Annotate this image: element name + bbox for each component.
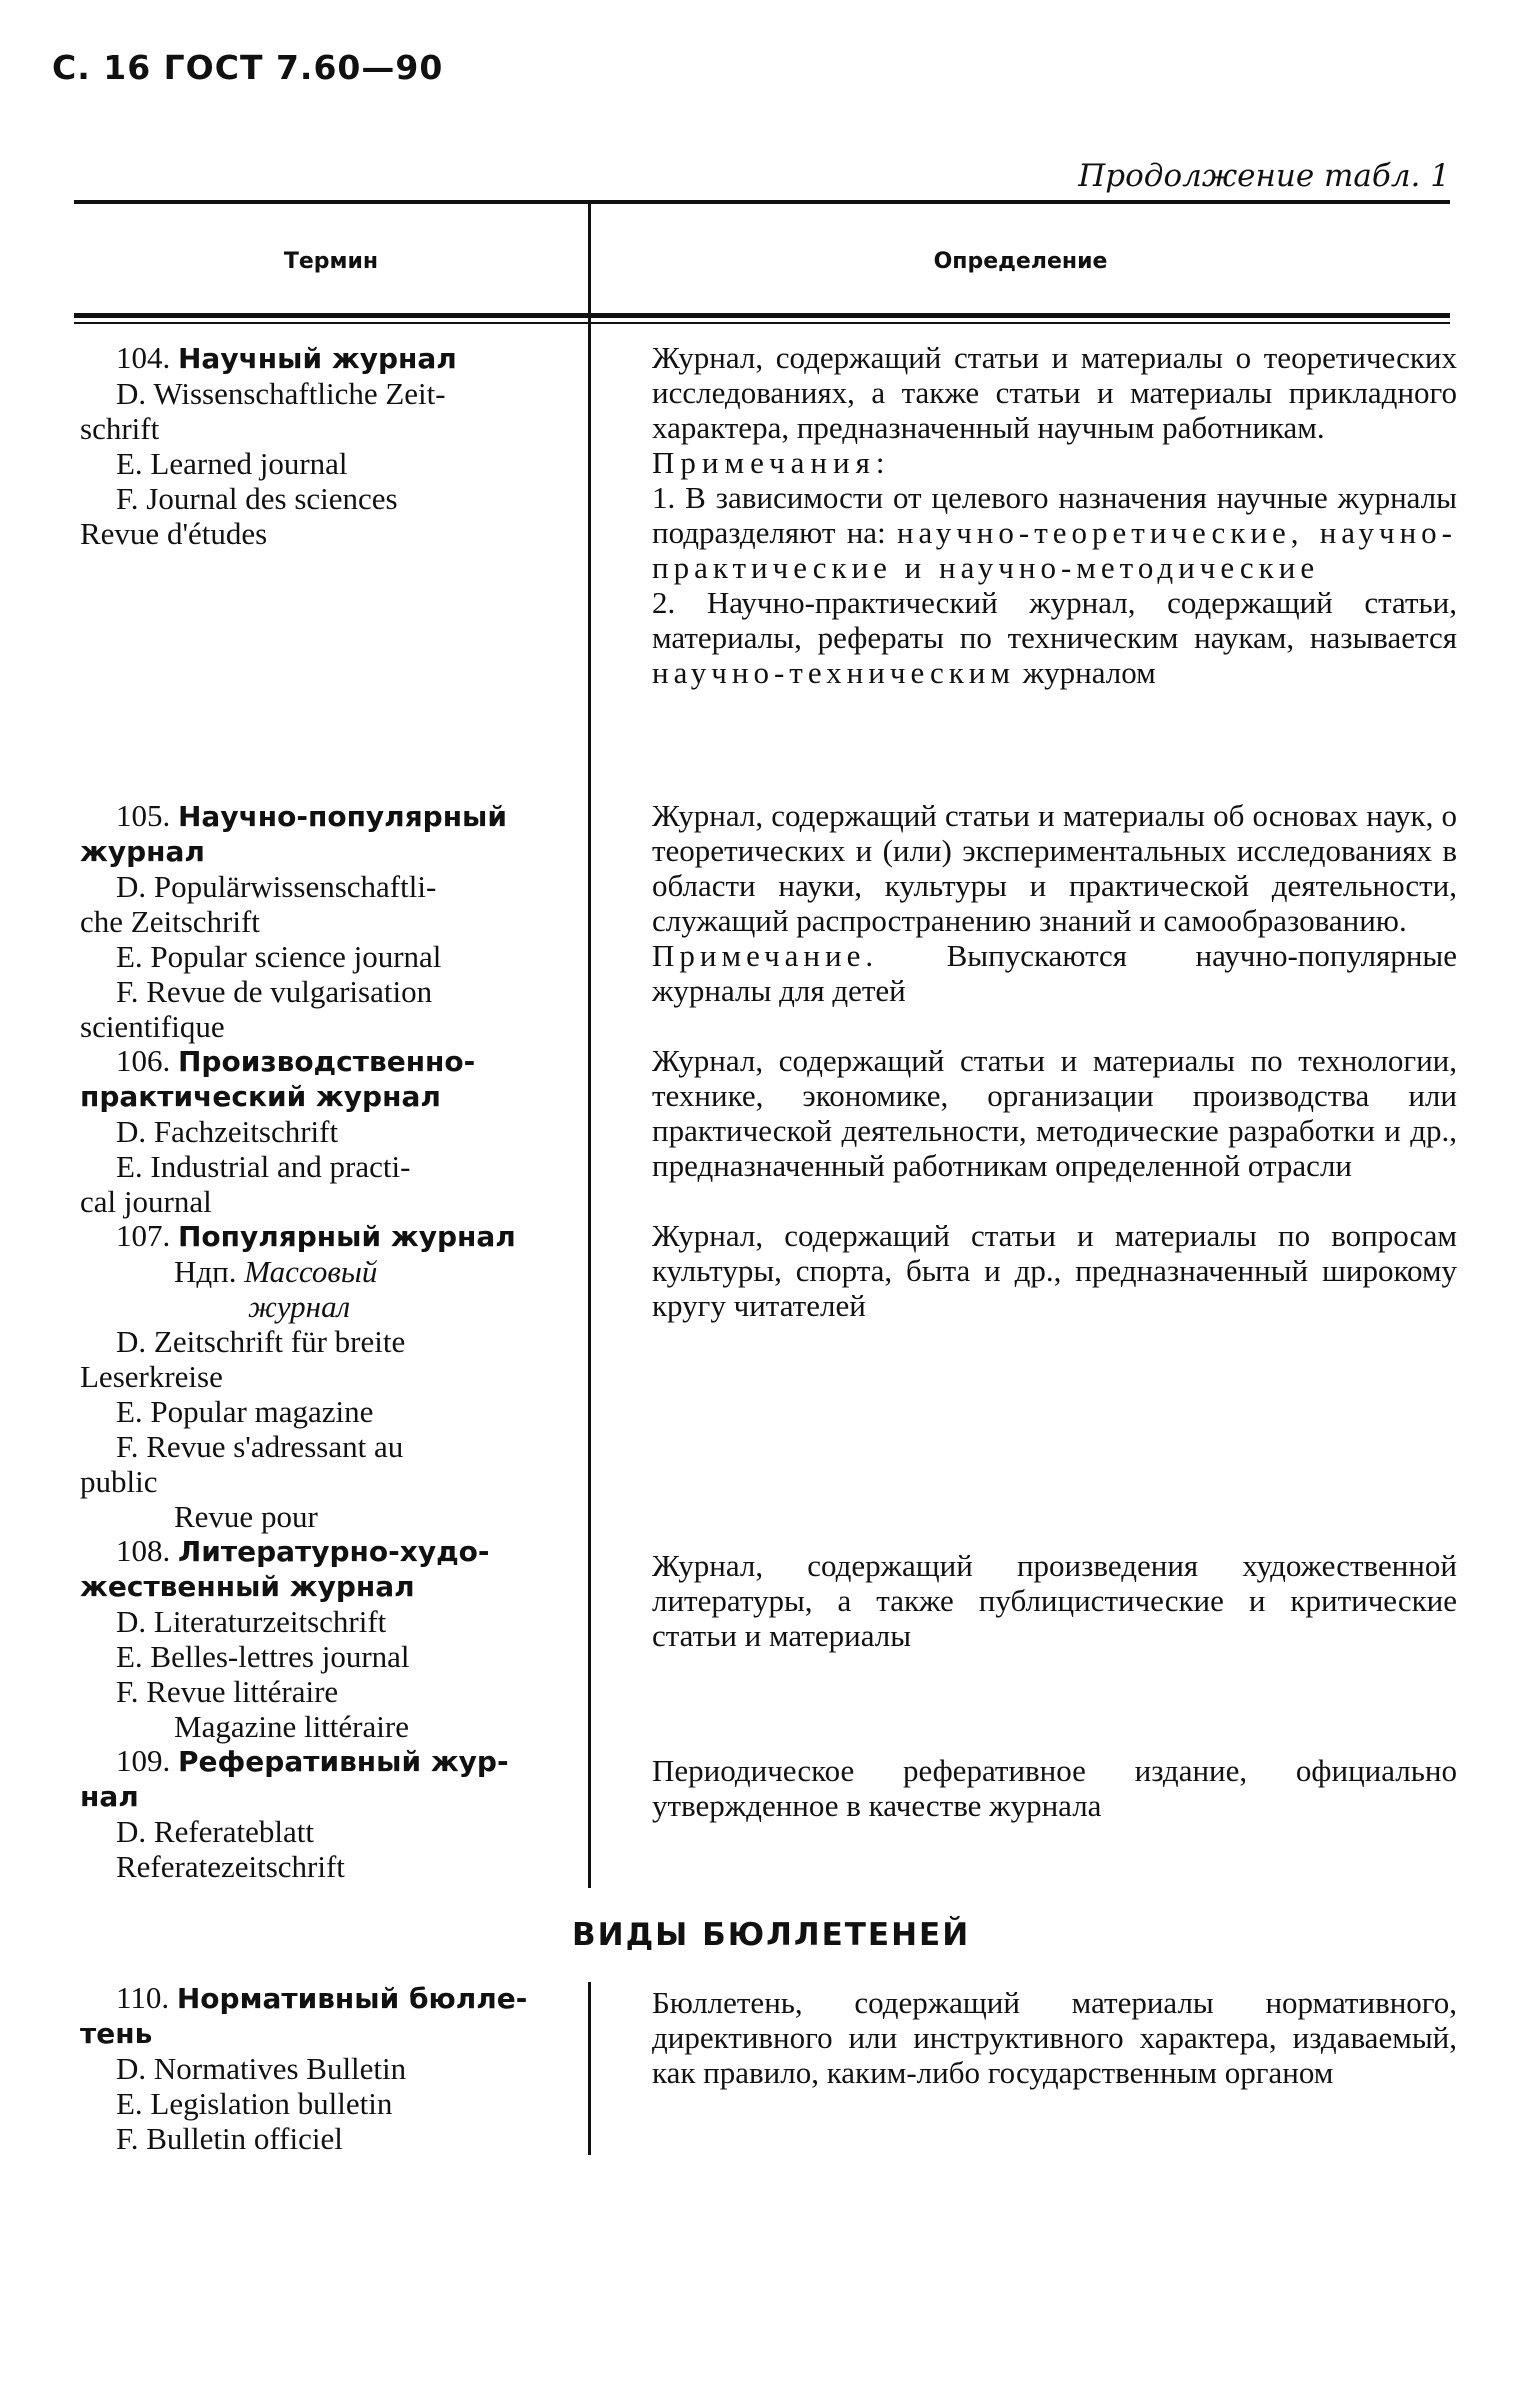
term-title: Реферативный жур- — [178, 1745, 509, 1778]
definition-text: Журнал, содержащий статьи и материалы об основах наук, о теоретических и (или) экспериментальных исследованиях в области науки, культуры и практической деятельности, служащий распространению знаний и самообразованию. — [652, 798, 1457, 938]
term-106 — [80, 1043, 560, 1219]
inadmissible-text: Массовый — [244, 1254, 378, 1289]
term-translation: D. Referateblatt — [116, 1814, 314, 1849]
term-heading — [80, 1743, 560, 1779]
term-translation: E. Legislation bulletin — [116, 2086, 393, 2121]
definition-106 — [612, 1043, 1457, 1183]
table-top-rule — [74, 200, 1450, 204]
term-title: Производственно- — [178, 1045, 476, 1078]
term-translation: E. Learned journal — [116, 446, 348, 481]
term-title: практический журнал — [80, 1080, 441, 1113]
inadmissible-label: Ндп. — [174, 1254, 237, 1289]
definition-text: Бюллетень, содержащий материалы нормативного, директивного или инструктивного характера, издаваемый, как правило, каким-либо государственным органом — [652, 1985, 1457, 2090]
section-title: ВИДЫ БЮЛЛЕТЕНЕЙ — [572, 1917, 971, 1953]
note-2 — [612, 585, 1457, 690]
term-number: 107. — [116, 1218, 171, 1253]
term-heading — [80, 340, 560, 376]
term-translation: F. Revue s'adressant au — [116, 1429, 404, 1464]
term-110 — [80, 1980, 560, 2156]
term-title: Научно-популярный — [178, 800, 507, 833]
term-title: Литературно-худо- — [178, 1535, 490, 1568]
term-title: журнал — [80, 835, 205, 868]
term-number: 104. — [116, 340, 171, 375]
term-translation: D. Wissenschaftliche Zeit- — [116, 376, 446, 411]
term-translation: F. Revue littéraire — [116, 1674, 339, 1709]
note-1 — [612, 480, 1457, 585]
term-translation: D. Zeitschrift für breite — [116, 1324, 406, 1359]
definition-text: Журнал, содержащий статьи и материалы о теоретических исследованиях, а также статьи и материалы прикладного характера, предназначенный научным работникам. — [652, 340, 1457, 445]
column-header-term: Термин — [283, 249, 379, 274]
term-translation: E. Popular science journal — [116, 939, 442, 974]
term-translation: D. Fachzeitschrift — [116, 1114, 339, 1149]
inadmissible-term — [80, 1254, 560, 1289]
inadmissible-text: журнал — [248, 1289, 351, 1324]
definition-text: Журнал, содержащий произведения художественной литературы, а также публицистические и критические статьи и материалы — [652, 1548, 1457, 1653]
table-continuation-label: Продолжение табл. 1 — [1078, 158, 1450, 194]
term-heading — [80, 798, 560, 834]
column-divider-bulletin — [588, 1982, 591, 2155]
term-title: тень — [80, 2017, 153, 2050]
note-text: журналом — [1022, 655, 1156, 690]
note-text: Выпускаются научно-популярные журналы для детей — [652, 938, 1457, 1008]
term-number: 110. — [116, 1980, 170, 2015]
definition-109 — [612, 1753, 1457, 1823]
term-title: Популярный журнал — [178, 1220, 516, 1253]
term-translation: schrift — [80, 411, 160, 446]
term-105 — [80, 798, 560, 1044]
definition-text: Журнал, содержащий статьи и материалы по вопросам культуры, спорта, быта и др., предназначенный широкому кругу читателей — [652, 1218, 1457, 1323]
column-header-definition: Определение — [933, 249, 1108, 274]
term-number: 109. — [116, 1743, 171, 1778]
definition-105 — [612, 798, 1457, 1008]
term-104 — [80, 340, 560, 551]
term-title: жественный журнал — [80, 1570, 415, 1603]
column-divider — [588, 204, 591, 1888]
definition-108 — [612, 1548, 1457, 1653]
header-bottom-rule-2 — [74, 322, 1450, 324]
term-translation: scientifique — [80, 1009, 225, 1044]
term-translation: F. Journal des sciences — [116, 481, 398, 516]
term-translation: D. Normatives Bulletin — [116, 2051, 407, 2086]
term-translation: E. Popular magazine — [116, 1394, 374, 1429]
term-translation: E. Industrial and practi- — [116, 1149, 411, 1184]
term-translation: Revue d'études — [80, 516, 268, 551]
notes-label: Примечания: — [652, 445, 891, 480]
note-terms: научно-теоретические, научно-практические и научно-методические — [652, 515, 1457, 585]
term-translation: Leserkreise — [80, 1359, 223, 1394]
term-translation: public — [80, 1464, 158, 1499]
term-translation: E. Belles-lettres journal — [116, 1639, 410, 1674]
header-bottom-rule — [74, 313, 1450, 318]
definition-107 — [612, 1218, 1457, 1323]
note-label: Примечание. — [652, 938, 879, 973]
term-107 — [80, 1218, 560, 1534]
term-translation: F. Bulletin officiel — [116, 2121, 343, 2156]
term-translation: Magazine littéraire — [174, 1709, 409, 1744]
note-text: 2. Научно-практический журнал, содержащий статьи, материалы, рефераты по техническим наукам, называется — [652, 585, 1457, 655]
term-heading — [80, 1533, 560, 1569]
definition-text: Журнал, содержащий статьи и материалы по технологии, технике, экономике, организации производства или практической деятельности, методические разработки и др., предназначенный работникам определенной отрасли — [652, 1043, 1457, 1183]
term-heading — [80, 1218, 560, 1254]
term-number: 105. — [116, 798, 171, 833]
term-translation: D. Populärwissenschaftli- — [116, 869, 437, 904]
term-translation: D. Literaturzeitschrift — [116, 1604, 387, 1639]
term-number: 108. — [116, 1533, 171, 1568]
term-109 — [80, 1743, 560, 1884]
definition-110 — [612, 1985, 1457, 2090]
definition-text: Периодическое реферативное издание, официально утвержденное в качестве журнала — [652, 1753, 1457, 1823]
note-text: 1. В зависимости от целевого назначения научные журналы подразделяют на: — [652, 480, 1457, 550]
term-heading — [80, 1980, 560, 2016]
term-108 — [80, 1533, 560, 1744]
term-title: нал — [80, 1780, 139, 1813]
term-translation: Referatezeitschrift — [116, 1849, 345, 1884]
term-translation: cal journal — [80, 1184, 212, 1219]
term-number: 106. — [116, 1043, 171, 1078]
term-translation: F. Revue de vulgarisation — [116, 974, 433, 1009]
term-translation: che Zeitschrift — [80, 904, 260, 939]
note — [612, 938, 1457, 1008]
term-heading — [80, 1043, 560, 1079]
page-header: С. 16 ГОСТ 7.60—90 — [52, 48, 444, 87]
term-translation: Revue pour — [174, 1499, 318, 1534]
term-title: Нормативный бюлле- — [176, 1982, 528, 2015]
definition-104 — [612, 340, 1457, 690]
note-terms: научно-техническим — [652, 655, 1016, 690]
term-title: Научный журнал — [178, 342, 457, 375]
